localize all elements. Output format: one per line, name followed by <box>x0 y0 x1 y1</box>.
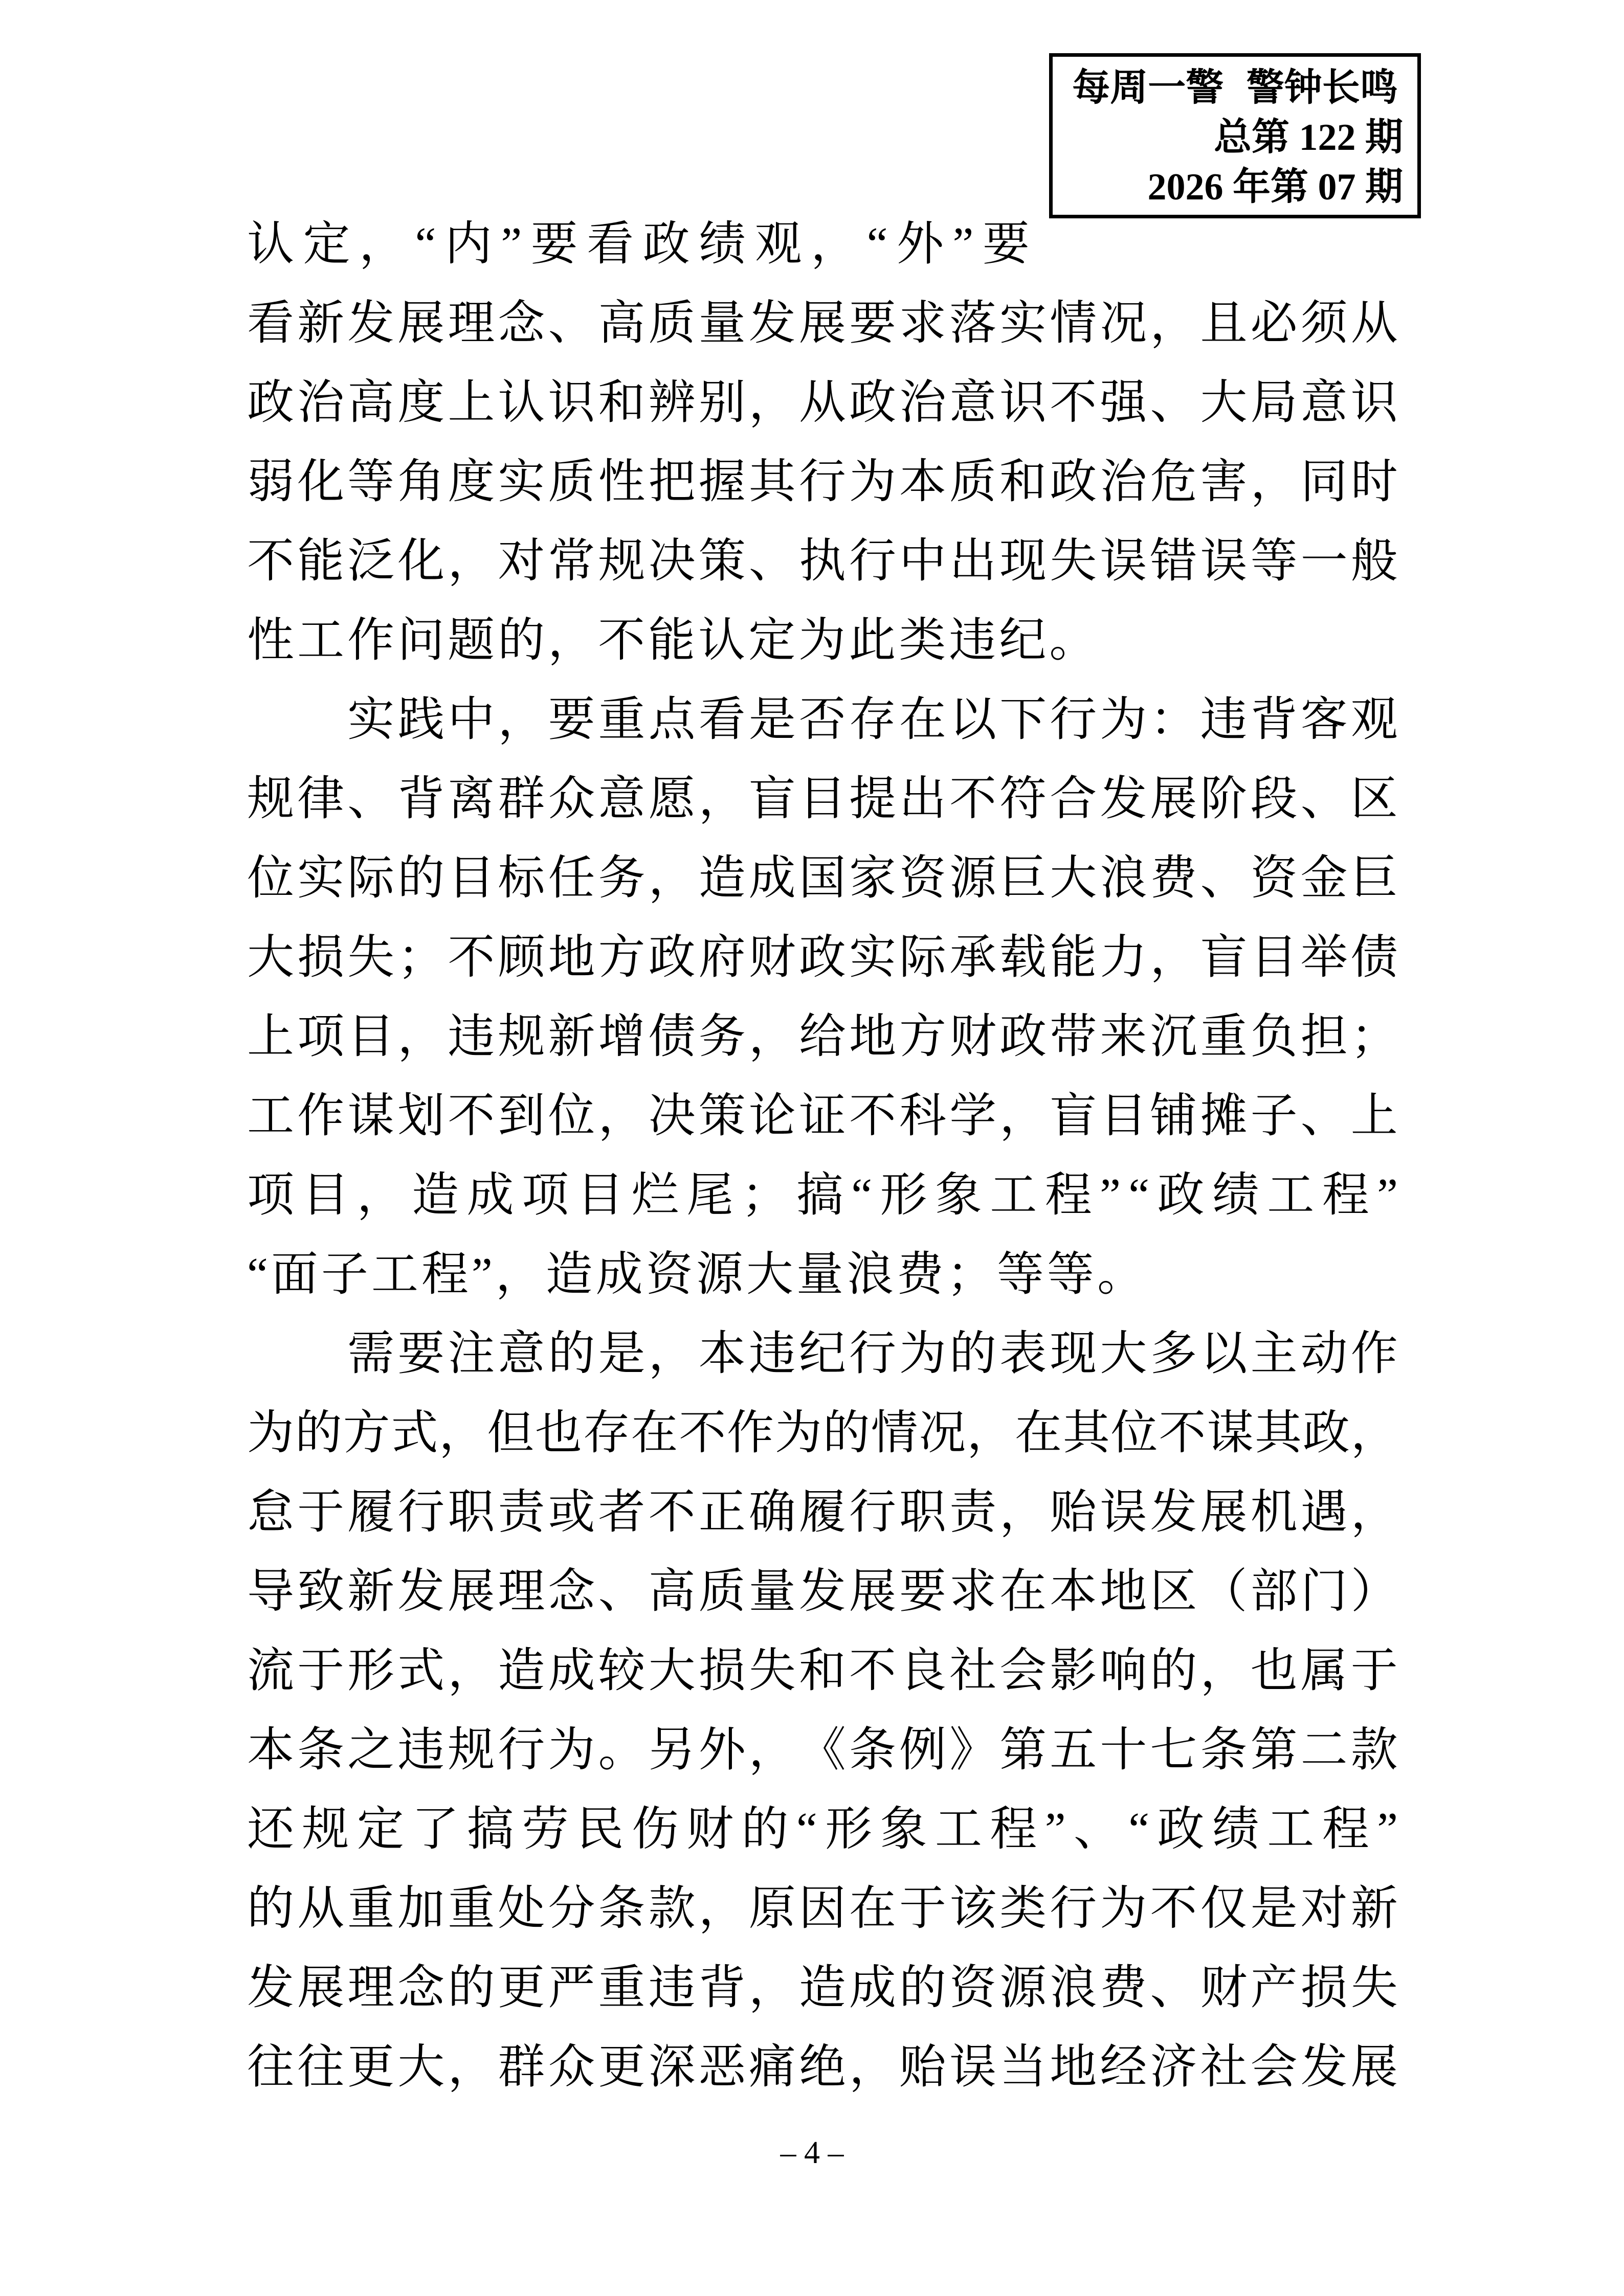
body-line-19: 流 于 形 式 ， 造 成 较 大 损 失 和 不 良 社 会 影 响 的 ， 也 属 于 <box>247 1645 1398 1697</box>
body-line-20: 本 条 之 违 规 行 为 。 另 外 ， 《 条 例 》 第 五 十 七 条 第 二 款 <box>247 1724 1398 1776</box>
body-line-23: 发 展 理 念 的 更 严 重 违 背 ， 造 成 的 资 源 浪 费 、 财 产 损 失 <box>247 1962 1398 2014</box>
body-line-24: 往 往 更 大 ， 群 众 更 深 恶 痛 绝 ， 贻 误 当 地 经 济 社 会 发 展 <box>247 2041 1398 2093</box>
issue-total: 总第 122 期 <box>1214 117 1403 159</box>
body-line-07: 实 践 中 ， 要 重 点 看 是 否 存 在 以 下 行 为 ： 违 背 客 观 <box>347 693 1398 746</box>
newsletter-title: 每周一警 警钟长鸣 <box>1072 67 1398 109</box>
body-line-03: 政 治 高 度 上 认 识 和 辨 别 ， 从 政 治 意 识 不 强 、 大 局 意 识 <box>247 376 1398 429</box>
body-line-08: 规 律 、 背 离 群 众 意 愿 ， 盲 目 提 出 不 符 合 发 展 阶 段 、 区 <box>247 773 1398 825</box>
body-line-18: 导 致 新 发 展 理 念 、 高 质 量 发 展 要 求 在 本 地 区 （ 部 门 ） <box>247 1565 1398 1617</box>
body-line-17: 怠 于 履 行 职 责 或 者 不 正 确 履 行 职 责 ， 贻 误 发 展 机 遇 ， <box>247 1486 1398 1538</box>
body-line-21: 还 规 定 了 搞 劳 民 伤 财 的 “ 形 象 工 程 ” 、 “ 政 绩 工 程 ” <box>247 1803 1398 1855</box>
body-line-02: 看 新 发 展 理 念 、 高 质 量 发 展 要 求 落 实 情 况 ， 且 必 须 从 <box>247 297 1398 349</box>
body-line-01: 认 定 ， “ 内 ” 要 看 政 绩 观 ， “ 外 ” 要 <box>247 218 1030 270</box>
body-text <box>247 205 1398 2107</box>
body-line-09: 位 实 际 的 目 标 任 务 ， 造 成 国 家 资 源 巨 大 浪 费 、 资 金 巨 <box>247 852 1398 904</box>
body-line-15: 需 要 注 意 的 是 ， 本 违 纪 行 为 的 表 现 大 多 以 主 动 作 <box>347 1327 1398 1380</box>
body-line-10: 大 损 失 ； 不 顾 地 方 政 府 财 政 实 际 承 载 能 力 ， 盲 目 举 债 <box>247 931 1398 983</box>
body-line-05: 不 能 泛 化 ， 对 常 规 决 策 、 执 行 中 出 现 失 误 错 误 等 一 般 <box>247 535 1398 587</box>
body-line-16: 为 的 方 式 ， 但 也 存 在 不 作 为 的 情 况 ， 在 其 位 不 谋 其 政 ， <box>247 1407 1398 1459</box>
body-line-06: 性 工 作 问 题 的 ， 不 能 认 定 为 此 类 违 纪 。 <box>247 614 1097 666</box>
body-line-04: 弱 化 等 角 度 实 质 性 把 握 其 行 为 本 质 和 政 治 危 害 ， 同 时 <box>247 456 1398 508</box>
body-line-11: 上 项 目 ， 违 规 新 增 债 务 ， 给 地 方 财 政 带 来 沉 重 负 担 ； <box>247 1010 1398 1063</box>
issue-year-number: 2026 年第 07 期 <box>1147 166 1403 208</box>
page-number: – 4 – <box>780 2135 844 2170</box>
body-line-13: 项 目 ， 造 成 项 目 烂 尾 ； 搞 “ 形 象 工 程 ” “ 政 绩 工 程 ” <box>247 1169 1398 1221</box>
issue-info-box <box>1049 53 1421 218</box>
body-line-12: 工 作 谋 划 不 到 位 ， 决 策 论 证 不 科 学 ， 盲 目 铺 摊 子 、 上 <box>247 1090 1398 1142</box>
body-line-14: “ 面 子 工 程 ” ， 造 成 资 源 大 量 浪 费 ； 等 等 。 <box>247 1248 1144 1300</box>
body-line-22: 的 从 重 加 重 处 分 条 款 ， 原 因 在 于 该 类 行 为 不 仅 是 对 新 <box>247 1882 1398 1934</box>
